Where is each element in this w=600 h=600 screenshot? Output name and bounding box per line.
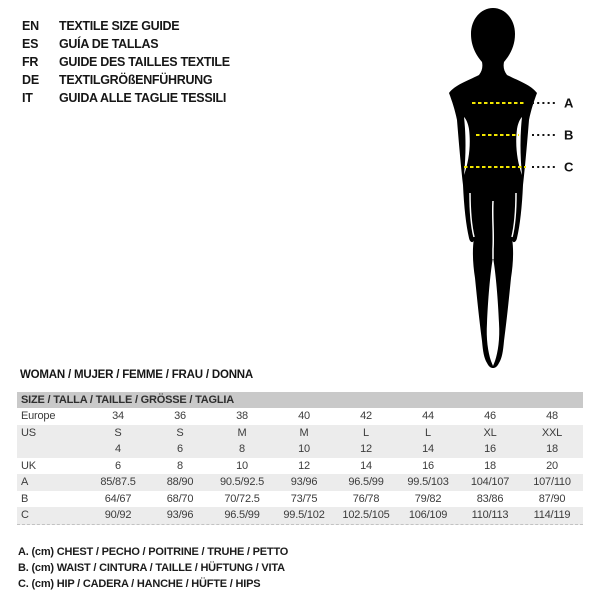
size-cell: M	[299, 426, 309, 439]
size-cell: XXL	[541, 426, 563, 439]
size-cell: 64/67	[104, 492, 132, 505]
size-cell: 104/107	[470, 476, 510, 488]
size-row-europe	[17, 408, 583, 425]
size-row-label	[17, 441, 87, 458]
size-cell: 114/119	[533, 509, 571, 521]
language-title: TEXTILGRÖßENFÜHRUNG	[59, 73, 213, 87]
size-cell: 6	[115, 459, 121, 472]
size-cell: 14	[422, 443, 434, 455]
size-cell: M	[237, 426, 247, 439]
size-cell: L	[363, 426, 369, 439]
language-title: TEXTILE SIZE GUIDE	[59, 19, 180, 33]
language-row-de	[22, 71, 230, 89]
legend-hip: C. (cm) HIP / CADERA / HANCHE / HÜFTE / HIPS	[18, 578, 261, 590]
size-row-label: B	[21, 492, 29, 505]
size-cell: 16	[422, 459, 434, 472]
size-cell: 10	[298, 443, 310, 455]
size-cell: 99.5/103	[407, 476, 449, 488]
size-cell: 85/87.5	[100, 476, 136, 488]
language-title-list	[22, 17, 230, 107]
size-cell: 83/86	[476, 492, 504, 505]
size-cell: 96.5/99	[224, 509, 260, 521]
size-row-label: US	[21, 426, 36, 439]
size-cell: 8	[177, 459, 183, 472]
size-cell: 106/109	[408, 509, 448, 521]
size-cell: 18	[484, 459, 496, 472]
size-cell: 96.5/99	[348, 476, 384, 488]
size-cell: 8	[239, 443, 245, 455]
size-row-chest-a	[17, 474, 583, 491]
size-cell: 48	[546, 410, 558, 422]
size-cell: 6	[177, 443, 183, 455]
marker-c-label: C	[564, 159, 574, 175]
size-row-us-letters	[17, 425, 583, 442]
size-cell: 70/72.5	[224, 492, 260, 505]
marker-a-label: A	[564, 95, 574, 111]
size-cell: 73/75	[290, 492, 318, 505]
size-cell: 46	[484, 410, 496, 422]
size-cell: 16	[484, 443, 496, 455]
size-cell: 93/96	[290, 476, 318, 488]
marker-b-label: B	[564, 127, 574, 143]
size-cell: XL	[483, 426, 497, 439]
size-table	[17, 392, 583, 525]
language-row-en	[22, 17, 230, 35]
size-row-us-numbers	[17, 441, 583, 458]
size-cell: 90.5/92.5	[219, 476, 265, 488]
size-cell: 12	[298, 459, 310, 472]
language-title: GUIDA ALLE TAGLIE TESSILI	[59, 91, 227, 105]
size-row-hip-c	[17, 507, 583, 525]
language-row-it	[22, 89, 230, 107]
language-code: DE	[22, 73, 39, 87]
leg-slit	[493, 201, 494, 259]
size-cell: 87/90	[538, 492, 566, 505]
size-cell: 40	[298, 410, 310, 422]
language-code: FR	[22, 55, 39, 69]
size-cell: 110/113	[471, 509, 509, 521]
size-table-header: SIZE / TALLA / TAILLE / GRÖSSE / TAGLIA	[17, 392, 583, 408]
size-cell: 36	[174, 410, 186, 422]
size-cell: 38	[236, 410, 248, 422]
size-row-label: UK	[21, 459, 36, 472]
size-cell: 76/78	[352, 492, 380, 505]
language-code: IT	[22, 91, 33, 105]
language-title: GUIDE DES TAILLES TEXTILE	[59, 55, 230, 69]
size-cell: 93/96	[166, 509, 194, 521]
woman-section-label: WOMAN / MUJER / FEMME / FRAU / DONNA	[20, 369, 254, 381]
size-cell: 107/110	[533, 476, 571, 488]
size-cell: 10	[236, 459, 248, 472]
measurement-legend	[18, 544, 288, 592]
woman-silhouette-figure	[420, 5, 595, 375]
size-cell: 99.5/102	[283, 509, 325, 521]
size-cell: S	[176, 426, 184, 439]
size-cell: S	[114, 426, 122, 439]
size-cell: 44	[422, 410, 434, 422]
size-cell: 90/92	[104, 509, 132, 521]
size-row-label: C	[21, 509, 29, 521]
size-cell: 88/90	[166, 476, 194, 488]
size-cell: 34	[112, 410, 124, 422]
size-cell: 68/70	[166, 492, 194, 505]
size-row-uk	[17, 458, 583, 475]
language-code: EN	[22, 19, 39, 33]
size-cell: 18	[546, 443, 558, 455]
language-row-es	[22, 35, 230, 53]
legend-chest: A. (cm) CHEST / PECHO / POITRINE / TRUHE / PETTO	[18, 546, 289, 558]
language-title: GUÍA DE TALLAS	[59, 37, 159, 51]
size-cell: 42	[360, 410, 372, 422]
size-cell: 20	[546, 459, 558, 472]
size-cell: 4	[115, 443, 121, 455]
size-row-waist-b	[17, 491, 583, 508]
language-row-fr	[22, 53, 230, 71]
size-cell: 12	[360, 443, 372, 455]
size-row-label: Europe	[21, 410, 56, 422]
size-cell: 14	[360, 459, 372, 472]
size-cell: L	[425, 426, 431, 439]
size-row-label: A	[21, 476, 29, 488]
legend-waist: B. (cm) WAIST / CINTURA / TAILLE / HÜFTUNG / VITA	[18, 562, 285, 574]
size-cell: 79/82	[414, 492, 442, 505]
size-cell: 102.5/105	[342, 509, 390, 521]
language-code: ES	[22, 37, 39, 51]
